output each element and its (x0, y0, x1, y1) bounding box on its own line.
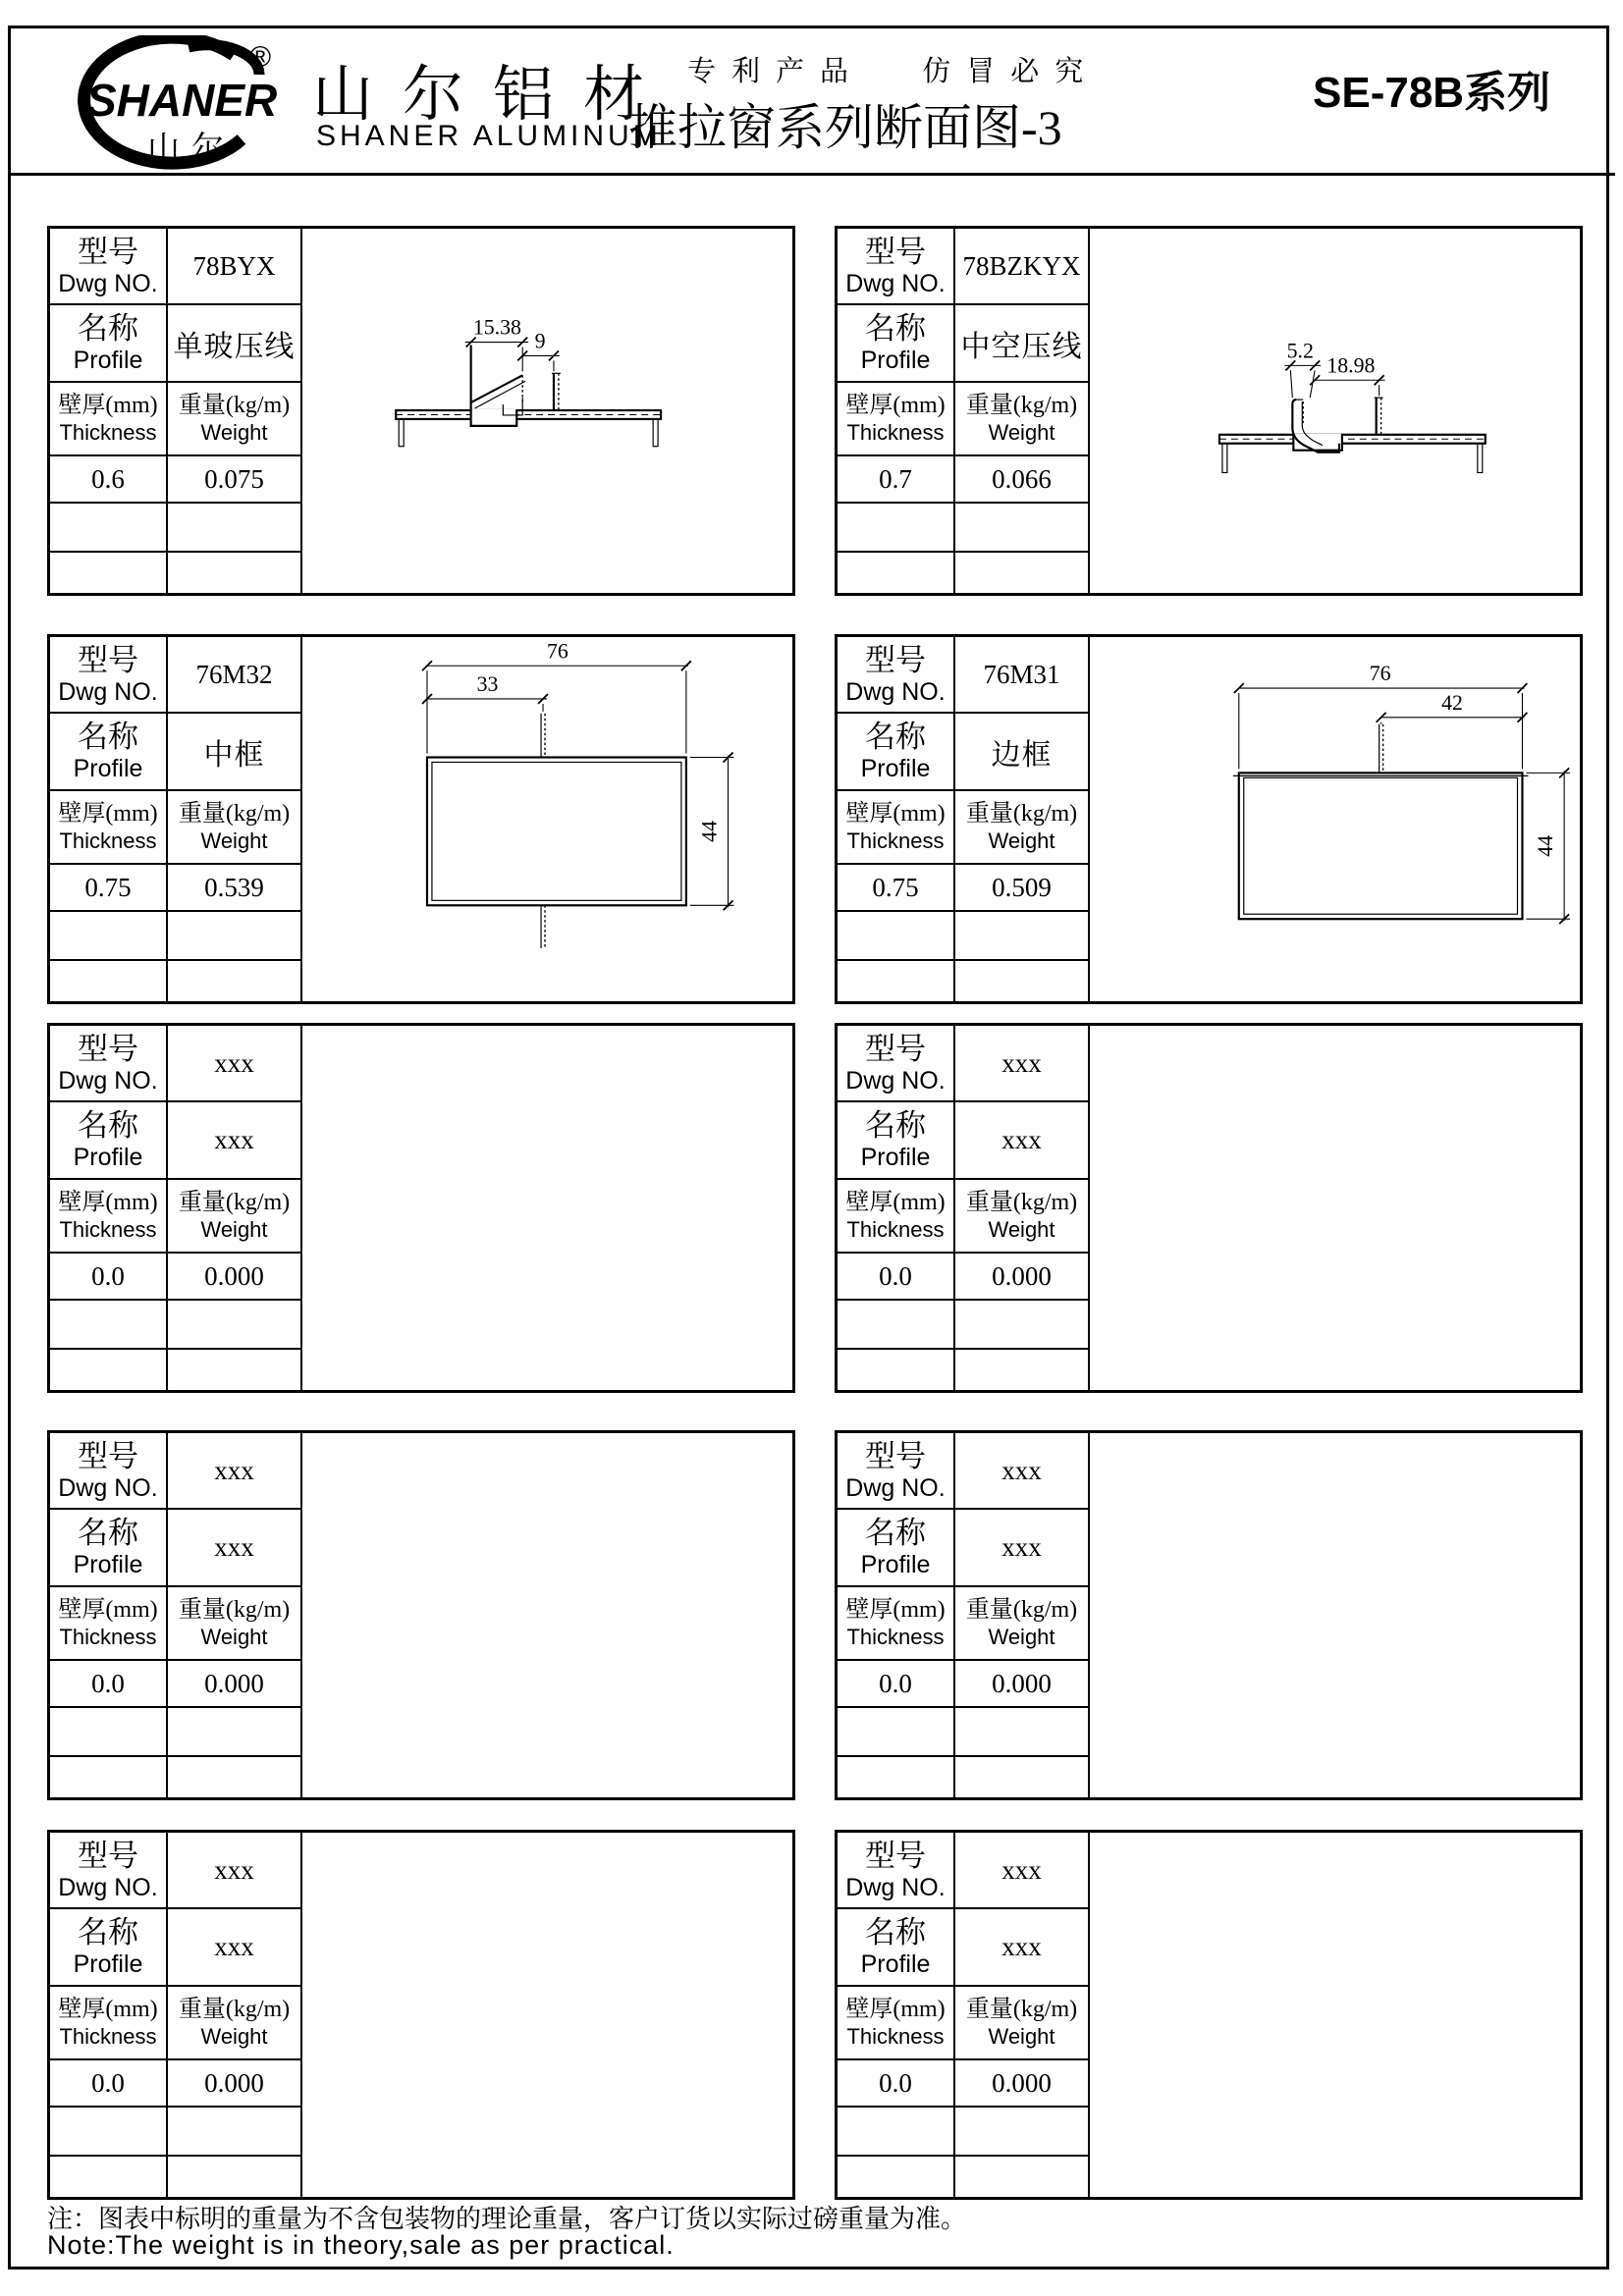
empty-cell (50, 1350, 168, 1390)
svg-text:33: 33 (476, 672, 499, 697)
section-drawing-78byx (302, 229, 792, 593)
section-drawing-empty (302, 1833, 792, 2197)
dwg-no-label: 型号 Dwg NO. (838, 1026, 955, 1102)
page-title: 推拉窗系列断面图-3 (628, 100, 1062, 155)
empty-cell (955, 1301, 1090, 1350)
weight-value: 0.066 (955, 456, 1090, 504)
empty-cell (838, 2108, 955, 2157)
dwg-no-label: 型号 Dwg NO. (838, 229, 955, 305)
weight-label: 重量(kg/m) Weight (168, 1180, 302, 1254)
dwg-no-value: 78BZKYX (955, 229, 1090, 305)
thickness-value: 0.75 (50, 865, 168, 912)
svg-text:42: 42 (1441, 690, 1463, 715)
section-drawing-empty (1090, 1433, 1580, 1797)
dwg-no-value: xxx (955, 1833, 1090, 1909)
empty-cell (50, 504, 168, 553)
section-drawing-empty (1090, 1026, 1580, 1390)
section-drawing-empty (1090, 1833, 1580, 2197)
profile-name-label: 名称 Profile (50, 305, 168, 383)
dwg-no-label: 型号 Dwg NO. (838, 637, 955, 714)
profile-name-label: 名称 Profile (50, 1102, 168, 1180)
empty-cell (838, 1350, 955, 1390)
weight-value: 0.000 (168, 2060, 302, 2108)
dwg-no-value: 76M32 (168, 637, 302, 714)
registered-mark-icon: ® (249, 41, 272, 74)
profile-name-value: xxx (955, 1510, 1090, 1587)
empty-cell (838, 504, 955, 553)
profile-name-value: 中框 (168, 714, 302, 791)
footer-note-en: Note:The weight is in theory,sale as per practical. (47, 2230, 675, 2260)
profile-block-placeholder (47, 1023, 795, 1393)
profile-block-placeholder (47, 1830, 795, 2200)
empty-cell (838, 1301, 955, 1350)
patent-notice: 专利产品 仿冒必究 (687, 56, 1100, 87)
thickness-label: 壁厚(mm) Thickness (50, 1587, 168, 1661)
dwg-no-value: xxx (168, 1433, 302, 1510)
svg-text:9: 9 (534, 329, 546, 353)
profile-block-78byx (47, 226, 795, 596)
weight-label: 重量(kg/m) Weight (955, 1587, 1090, 1661)
profile-name-label: 名称 Profile (838, 1102, 955, 1180)
thickness-label: 壁厚(mm) Thickness (838, 1587, 955, 1661)
profile-name-value: xxx (168, 1102, 302, 1180)
weight-label: 重量(kg/m) Weight (168, 1987, 302, 2060)
dwg-no-label: 型号 Dwg NO. (50, 1026, 168, 1102)
profile-name-label: 名称 Profile (838, 305, 955, 383)
empty-cell (50, 1301, 168, 1350)
weight-label: 重量(kg/m) Weight (955, 1987, 1090, 2060)
empty-cell (955, 912, 1090, 961)
thickness-value: 0.0 (838, 1661, 955, 1708)
weight-value: 0.075 (168, 456, 302, 504)
empty-cell (168, 2108, 302, 2157)
section-drawing-empty (302, 1026, 792, 1390)
profile-name-value: 中空压线 (955, 305, 1090, 383)
empty-cell (50, 1757, 168, 1797)
thickness-label: 壁厚(mm) Thickness (50, 791, 168, 865)
profile-name-value: xxx (168, 1510, 302, 1587)
section-drawing-empty (302, 1433, 792, 1797)
dwg-no-value: xxx (168, 1833, 302, 1909)
empty-cell (168, 504, 302, 553)
weight-value: 0.000 (168, 1661, 302, 1708)
section-drawing-78bzkyx (1090, 229, 1580, 593)
profile-block-placeholder (835, 1023, 1583, 1393)
empty-cell (838, 1708, 955, 1757)
profile-name-label: 名称 Profile (50, 714, 168, 791)
weight-label: 重量(kg/m) Weight (168, 383, 302, 456)
thickness-value: 0.0 (838, 1254, 955, 1301)
empty-cell (955, 2108, 1090, 2157)
empty-cell (955, 504, 1090, 553)
profile-name-label: 名称 Profile (50, 1510, 168, 1587)
profile-name-label: 名称 Profile (50, 1909, 168, 1987)
empty-cell (50, 1708, 168, 1757)
dwg-no-label: 型号 Dwg NO. (838, 1833, 955, 1909)
dwg-no-value: xxx (955, 1433, 1090, 1510)
dwg-no-value: xxx (168, 1026, 302, 1102)
footer-note-cn: 注：图表中标明的重量为不含包装物的理论重量，客户订货以实际过磅重量为准。 (47, 2205, 967, 2233)
weight-value: 0.000 (955, 1661, 1090, 1708)
thickness-value: 0.0 (838, 2060, 955, 2108)
section-drawing-76m32 (302, 637, 792, 1001)
thickness-value: 0.7 (838, 456, 955, 504)
empty-cell (838, 2157, 955, 2197)
weight-value: 0.000 (168, 1254, 302, 1301)
profile-block-placeholder (835, 1430, 1583, 1800)
dwg-no-value: xxx (955, 1026, 1090, 1102)
thickness-label: 壁厚(mm) Thickness (838, 1180, 955, 1254)
profile-name-value: 边框 (955, 714, 1090, 791)
thickness-label: 壁厚(mm) Thickness (50, 1180, 168, 1254)
empty-cell (955, 961, 1090, 1001)
thickness-value: 0.6 (50, 456, 168, 504)
dwg-no-label-en: Dwg NO. (58, 269, 158, 297)
svg-text:76: 76 (547, 639, 568, 664)
empty-cell (168, 961, 302, 1001)
profile-name-label: 名称 Profile (838, 1510, 955, 1587)
weight-label: 重量(kg/m) Weight (168, 791, 302, 865)
empty-cell (50, 553, 168, 593)
empty-cell (168, 1757, 302, 1797)
profile-name-label: 名称 Profile (838, 714, 955, 791)
svg-text:44: 44 (1534, 834, 1558, 857)
svg-text:18.98: 18.98 (1326, 353, 1376, 378)
empty-cell (50, 2108, 168, 2157)
empty-cell (168, 912, 302, 961)
dwg-no-value: 76M31 (955, 637, 1090, 714)
shaner-logo (31, 35, 287, 171)
empty-cell (50, 912, 168, 961)
weight-value: 0.539 (168, 865, 302, 912)
thickness-label: 壁厚(mm) Thickness (838, 791, 955, 865)
profile-block-placeholder (835, 1830, 1583, 2200)
empty-cell (955, 1708, 1090, 1757)
svg-text:76: 76 (1369, 662, 1391, 686)
weight-value: 0.509 (955, 865, 1090, 912)
dwg-no-label: 型号 Dwg NO. (50, 637, 168, 714)
empty-cell (838, 912, 955, 961)
thickness-label: 壁厚(mm) Thickness (50, 1987, 168, 2060)
dwg-no-value: 78BYX (168, 229, 302, 305)
header-divider (8, 173, 1615, 176)
svg-text:5.2: 5.2 (1286, 339, 1314, 363)
dwg-no-label: 型号 Dwg NO. (838, 1433, 955, 1510)
thickness-value: 0.0 (50, 2060, 168, 2108)
profile-block-76m31 (835, 634, 1583, 1004)
section-drawing-76m31 (1090, 637, 1580, 1001)
thickness-label: 壁厚(mm) Thickness (50, 383, 168, 456)
brand-name-cn: 山尔铝材 (312, 62, 675, 129)
empty-cell (955, 2157, 1090, 2197)
weight-label: 重量(kg/m) Weight (955, 1180, 1090, 1254)
empty-cell (838, 961, 955, 1001)
empty-cell (168, 1350, 302, 1390)
empty-cell (50, 2157, 168, 2197)
profile-name-value: 单玻压线 (168, 305, 302, 383)
empty-cell (838, 553, 955, 593)
svg-text:15.38: 15.38 (472, 315, 521, 340)
empty-cell (168, 553, 302, 593)
logo-text: SHANER (86, 75, 278, 126)
profile-name-value: xxx (955, 1909, 1090, 1987)
empty-cell (955, 1350, 1090, 1390)
empty-cell (838, 1757, 955, 1797)
weight-label: 重量(kg/m) Weight (168, 1587, 302, 1661)
dwg-no-label: 型号 Dwg NO. (50, 1433, 168, 1510)
profile-name-label: 名称 Profile (838, 1909, 955, 1987)
profile-block-76m32 (47, 634, 795, 1004)
thickness-value: 0.75 (838, 865, 955, 912)
empty-cell (955, 553, 1090, 593)
weight-label: 重量(kg/m) Weight (955, 791, 1090, 865)
thickness-value: 0.0 (50, 1661, 168, 1708)
profile-block-78bzkyx (835, 226, 1583, 596)
thickness-value: 0.0 (50, 1254, 168, 1301)
brand-name-en: SHANER ALUMINUM (316, 120, 662, 152)
thickness-label: 壁厚(mm) Thickness (838, 1987, 955, 2060)
series-label: SE-78B系列 (1313, 69, 1551, 117)
profile-name-value: xxx (168, 1909, 302, 1987)
weight-value: 0.000 (955, 2060, 1090, 2108)
empty-cell (168, 2157, 302, 2197)
logo-subtext: 山尔 (147, 132, 236, 167)
profile-name-value: xxx (955, 1102, 1090, 1180)
empty-cell (168, 1708, 302, 1757)
weight-label: 重量(kg/m) Weight (955, 383, 1090, 456)
empty-cell (168, 1301, 302, 1350)
empty-cell (50, 961, 168, 1001)
thickness-label: 壁厚(mm) Thickness (838, 383, 955, 456)
weight-value: 0.000 (955, 1254, 1090, 1301)
dwg-no-label (50, 229, 168, 305)
profile-block-placeholder (47, 1430, 795, 1800)
dwg-no-label-cn: 型号 (78, 234, 138, 269)
dwg-no-label: 型号 Dwg NO. (50, 1833, 168, 1909)
svg-text:44: 44 (697, 820, 722, 842)
empty-cell (955, 1757, 1090, 1797)
